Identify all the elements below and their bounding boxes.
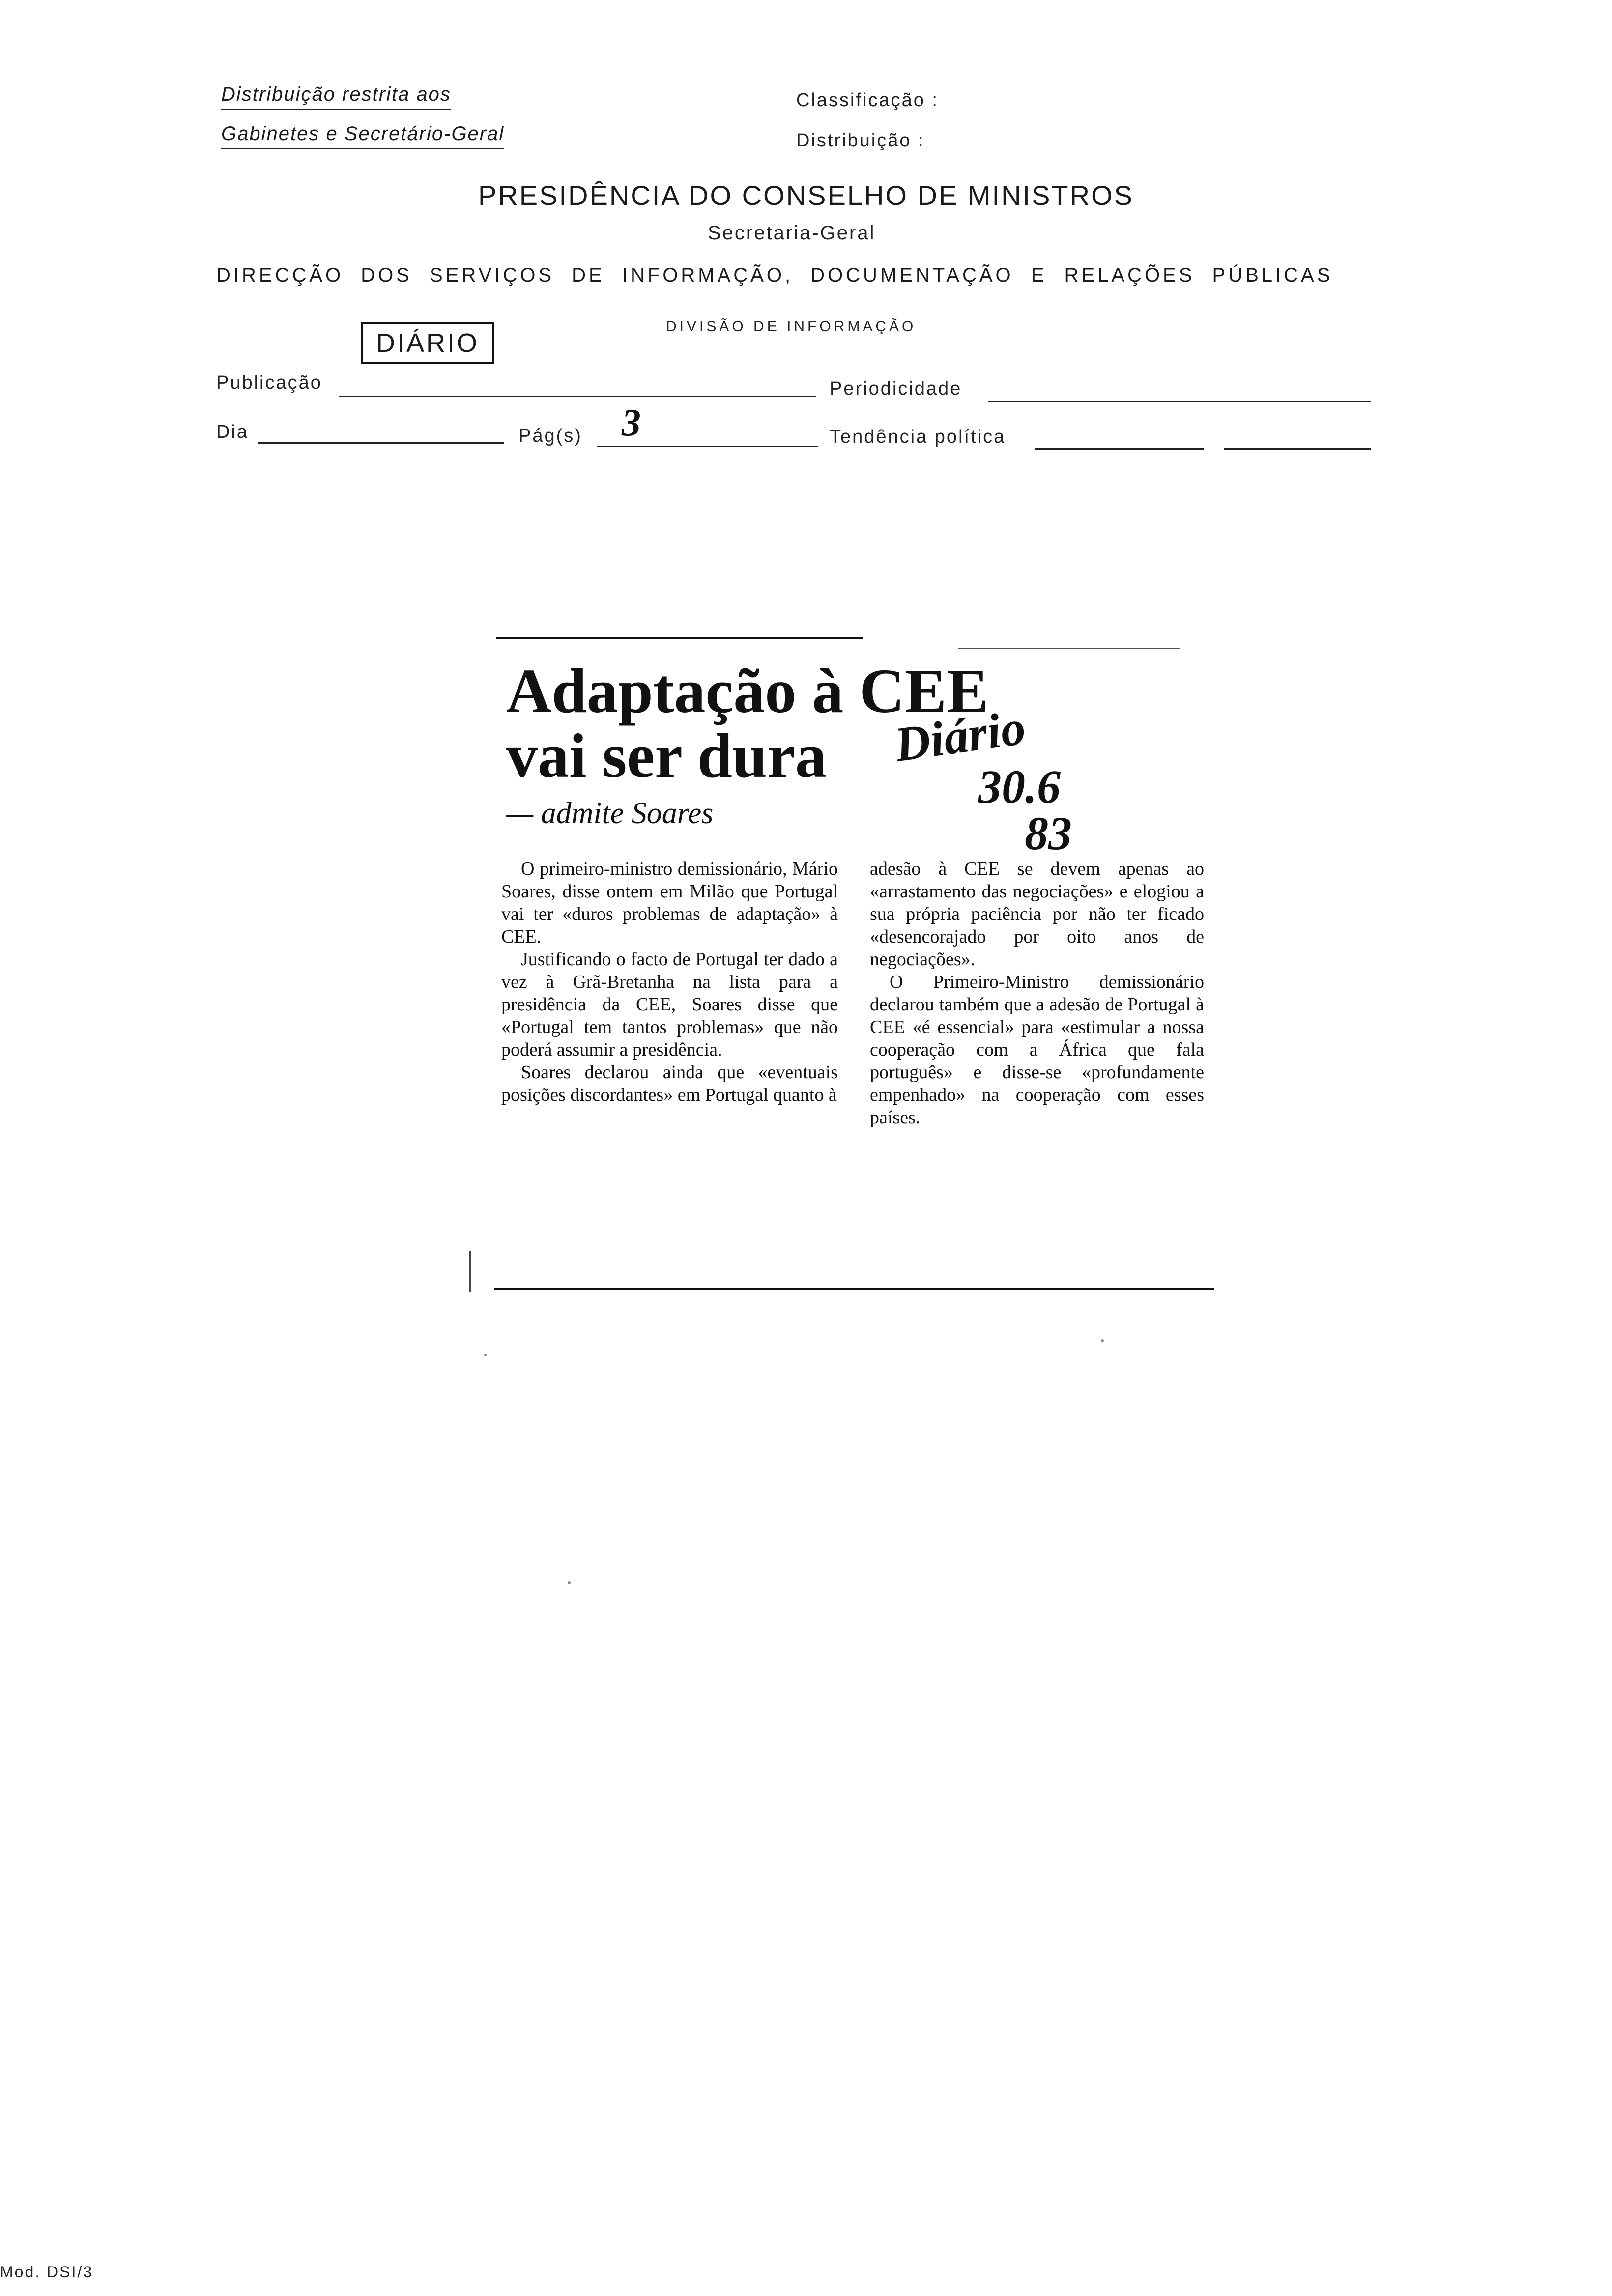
scan-speck [484,1354,487,1356]
article-column-2 [870,858,1204,1129]
form-model-code: Mod. DSI/3 [0,2263,94,2281]
page-title: PRESIDÊNCIA DO CONSELHO DE MINISTROS [478,180,1134,211]
restricted-distribution-line1: Distribuição restrita aos [221,84,451,110]
political-field-line-2 [1224,448,1371,450]
publication-field-line [339,396,816,397]
political-field-line-1 [1035,448,1204,450]
page-label: Pág(s) [518,426,582,446]
periodicity-label: Periodicidade [830,378,962,399]
division-name: DIVISÃO DE INFORMAÇÃO [666,318,917,335]
classification-label: Classificação : [796,90,939,111]
page-field-line [597,446,818,447]
restricted-distribution-line2: Gabinetes e Secretário-Geral [221,123,504,149]
clipping-left-edge [469,1251,471,1292]
publication-stamp: DIÁRIO [361,322,494,364]
article-paragraph: adesão à CEE se devem apenas ao «arrastamento das negociações» e elogiou a sua própria paciência por não ter ficado «desencorajado por oito anos de negociações». [870,859,1204,970]
scan-speck [568,1581,571,1584]
clipping-bottom-rule [494,1288,1214,1290]
day-field-line [258,442,504,444]
distribution-label: Distribuição : [796,130,925,151]
clipping-top-rule [496,637,863,639]
headline-line1: Adaptação à CEE [506,656,989,726]
article-paragraph: O primeiro-ministro demissionário, Mário Soares, disse ontem em Milão que Portugal vai ter «duros problemas de adaptação» à CEE. [501,859,838,947]
political-tendency-label: Tendência política [830,427,1006,447]
department-name: DIRECÇÃO DOS SERVIÇOS DE INFORMAÇÃO, DOCUMENTAÇÃO E RELAÇÕES PÚBLICAS [216,264,1333,286]
article-paragraph: Soares declarou ainda que «eventuais posições discordantes» em Portugal quanto à [501,1062,838,1105]
publication-label: Publicação [216,373,322,393]
day-label: Dia [216,422,249,442]
article-paragraph: Justificando o facto de Portugal ter dado a vez à Grã-Bretanha na lista para a presidência da CEE, Soares disse que «Portugal tem tantos problemas» que não poderá assumir a presidência. [501,949,838,1060]
article-column-1 [501,858,838,1106]
scan-speck [1101,1339,1104,1342]
byline: — admite Soares [506,797,714,830]
headline-line2: vai ser dura [506,721,827,791]
handwritten-date-day: 30.6 [978,760,1061,813]
periodicity-field-line [988,401,1371,402]
clipping-top-rule-right [958,648,1180,649]
page-value: 3 [622,401,641,444]
handwritten-date-year: 83 [1025,807,1072,860]
handwritten-newspaper-name: Diário [891,699,1029,773]
page-subtitle: Secretaria-Geral [708,222,876,244]
article-paragraph: O Primeiro-Ministro demissionário declarou também que a adesão de Portugal à CEE «é essencial» para «estimular a nossa cooperação com a África que fala português» e disse-se «profundamente empenhado» na cooperação com esses países. [870,972,1204,1128]
